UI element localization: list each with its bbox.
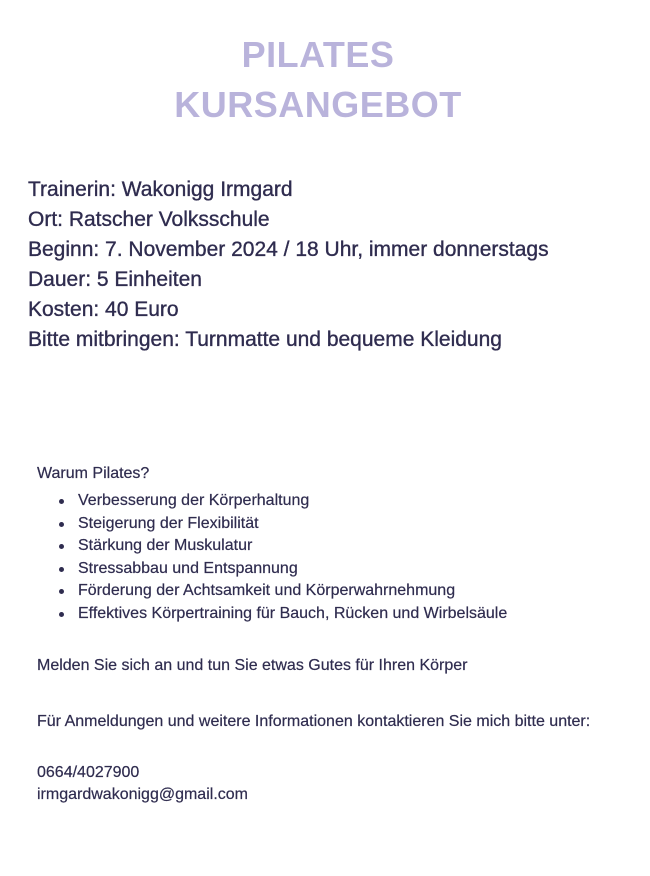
trainer-line: Trainerin: Wakonigg Irmgard: [28, 178, 293, 201]
email-address[interactable]: irmgardwakonigg@gmail.com: [37, 786, 248, 803]
bullet-icon: [59, 499, 64, 504]
location-line: Ort: Ratscher Volksschule: [28, 208, 270, 231]
list-item: [57, 513, 637, 536]
list-item: [57, 490, 637, 513]
bullet-icon: [59, 522, 64, 527]
list-item-text: Stärkung der Muskulatur: [78, 537, 253, 554]
benefits-list: [57, 490, 637, 625]
bring-line: Bitte mitbringen: Turnmatte und bequeme Kleidung: [28, 328, 502, 351]
why-heading: Warum Pilates?: [37, 465, 150, 482]
bullet-icon: [59, 612, 64, 617]
bullet-icon: [59, 544, 64, 549]
list-item-text: Steigerung der Flexibilität: [78, 514, 259, 532]
duration-line: Dauer: 5 Einheiten: [28, 268, 202, 291]
list-item: [57, 558, 637, 581]
list-item-text: Förderung der Achtsamkeit und Körperwahrnehmung: [78, 582, 456, 599]
contact-details: [37, 762, 617, 806]
title-line-1: PILATES: [241, 34, 395, 75]
list-item-text: Verbesserung der Körperhaltung: [78, 492, 310, 509]
call-to-action: Melden Sie sich an und tun Sie etwas Gutes für Ihren Körper: [37, 657, 468, 674]
list-item: [57, 580, 637, 603]
bullet-icon: [59, 589, 64, 594]
list-item: [57, 603, 637, 626]
start-line: Beginn: 7. November 2024 / 18 Uhr, immer donnerstags: [28, 238, 549, 261]
phone-number[interactable]: 0664/4027900: [37, 764, 140, 781]
title-line-2: KURSANGEBOT: [174, 84, 462, 125]
course-info: [28, 176, 628, 356]
contact-intro: Für Anmeldungen und weitere Informationen kontaktieren Sie mich bitte unter:: [37, 713, 591, 730]
cost-line: Kosten: 40 Euro: [28, 298, 179, 321]
list-item-text: Effektives Körpertraining für Bauch, Rücken und Wirbelsäule: [78, 604, 508, 622]
list-item: [57, 535, 637, 558]
bullet-icon: [59, 567, 64, 572]
list-item-text: Stressabbau und Entspannung: [78, 559, 298, 577]
flyer-title: [0, 30, 636, 130]
